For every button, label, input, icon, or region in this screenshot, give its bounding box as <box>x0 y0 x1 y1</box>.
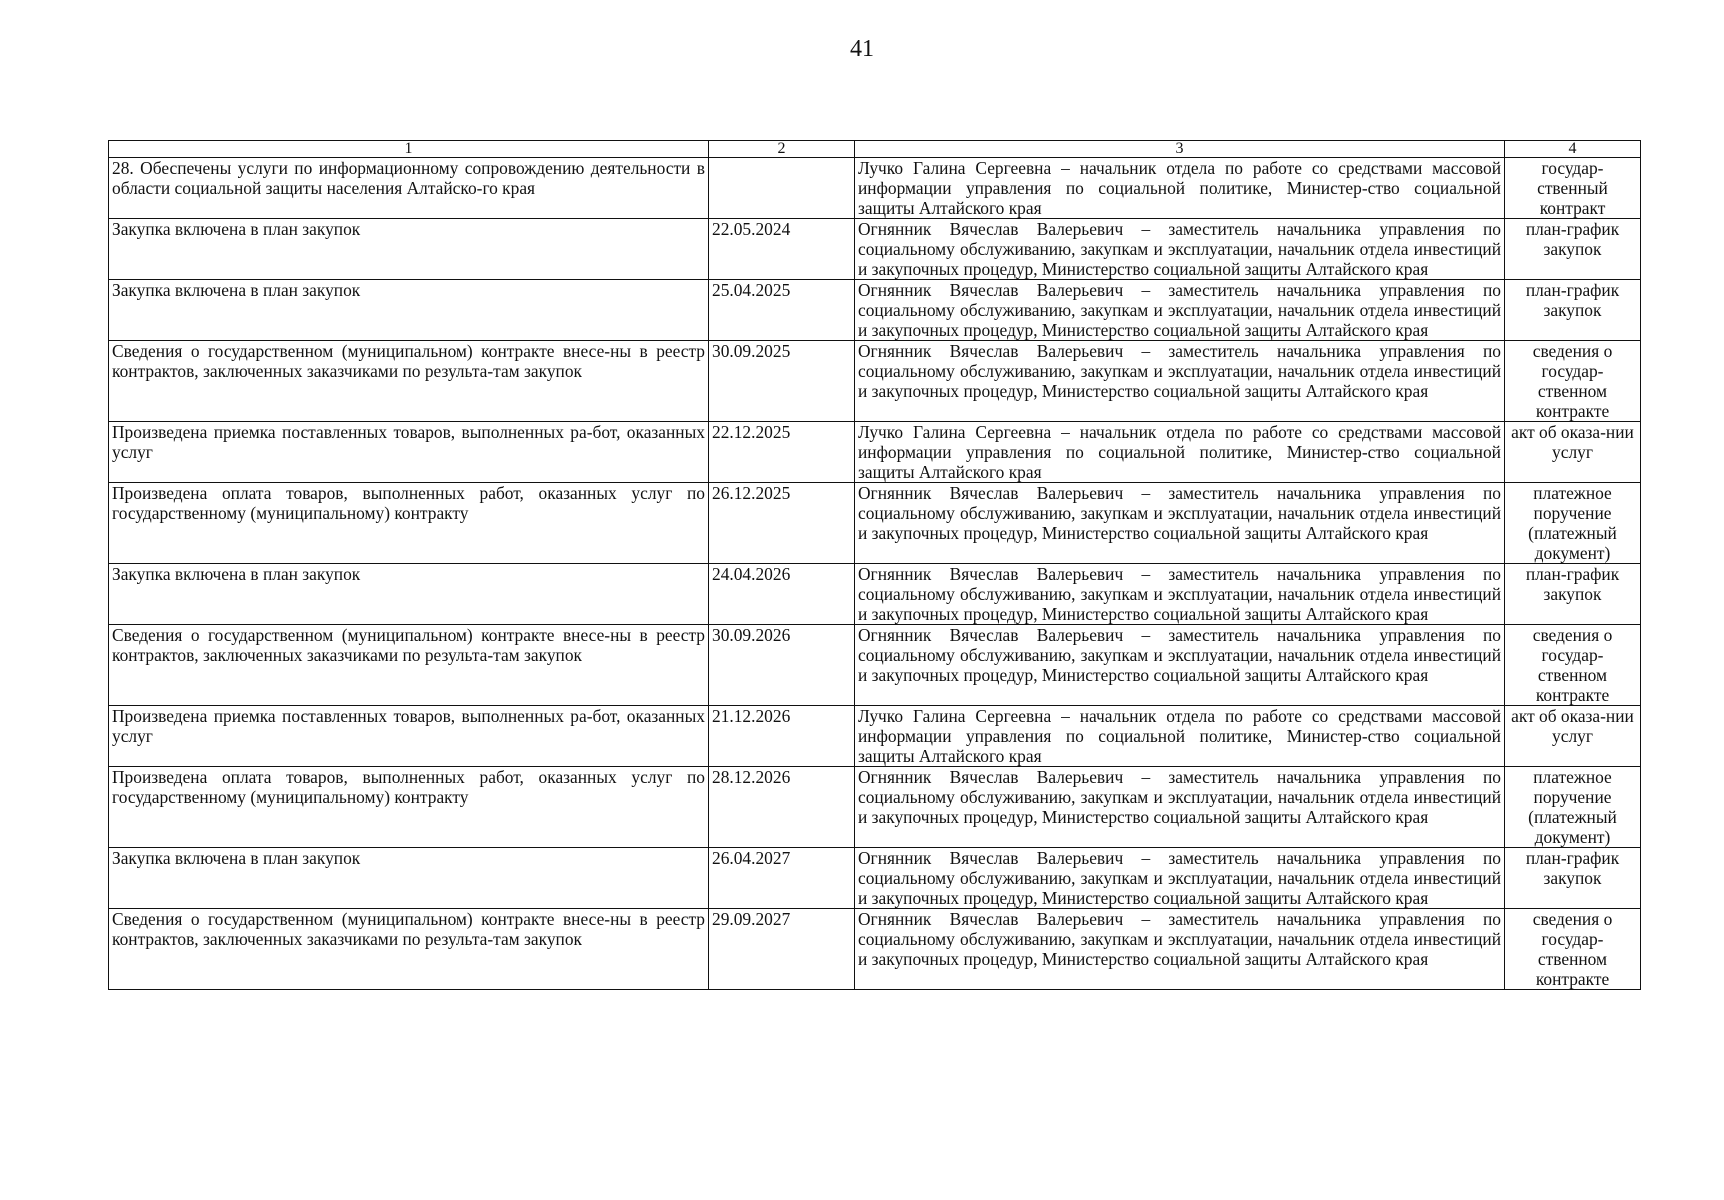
table-row <box>109 341 1641 422</box>
task-description-cell: Произведена приемка поставленных товаров, выполненных ра-бот, оказанных услуг <box>109 422 709 483</box>
task-description-cell: Сведения о государственном (муниципальном) контракте внесе-ны в реестр контрактов, заключенных заказчиками по результа-там закупок <box>109 909 709 990</box>
task-description-cell: Закупка включена в план закупок <box>109 219 709 280</box>
date-cell: 24.04.2026 <box>709 564 855 625</box>
table-row <box>109 483 1641 564</box>
column-header: 2 <box>709 141 855 158</box>
date-cell: 28.12.2026 <box>709 767 855 848</box>
responsible-person-cell: Огнянник Вячеслав Валерьевич – заместитель начальника управления по социальному обслуживанию, закупкам и эксплуатации, начальник отдела инвестиций и закупочных процедур, Министерство социальной защиты Алтайского края <box>855 625 1505 706</box>
document-type-cell: государ-ственный контракт <box>1505 158 1641 219</box>
responsible-person-cell: Огнянник Вячеслав Валерьевич – заместитель начальника управления по социальному обслуживанию, закупкам и эксплуатации, начальник отдела инвестиций и закупочных процедур, Министерство социальной защиты Алтайского края <box>855 767 1505 848</box>
table-body <box>109 141 1641 990</box>
table-row <box>109 625 1641 706</box>
date-cell: 21.12.2026 <box>709 706 855 767</box>
table-row <box>109 280 1641 341</box>
table-row <box>109 422 1641 483</box>
document-table <box>108 140 1641 990</box>
responsible-person-cell: Огнянник Вячеслав Валерьевич – заместитель начальника управления по социальному обслуживанию, закупкам и эксплуатации, начальник отдела инвестиций и закупочных процедур, Министерство социальной защиты Алтайского края <box>855 564 1505 625</box>
document-type-cell: план-график закупок <box>1505 219 1641 280</box>
responsible-person-cell: Лучко Галина Сергеевна – начальник отдела по работе со средствами массовой информации управления по социальной политике, Министер-ство социальной защиты Алтайского края <box>855 422 1505 483</box>
column-header: 3 <box>855 141 1505 158</box>
task-description-cell: Закупка включена в план закупок <box>109 564 709 625</box>
responsible-person-cell: Лучко Галина Сергеевна – начальник отдела по работе со средствами массовой информации управления по социальной политике, Министер-ство социальной защиты Алтайского края <box>855 158 1505 219</box>
document-type-cell: сведения о государ-ственном контракте <box>1505 625 1641 706</box>
table-row <box>109 706 1641 767</box>
task-description-cell: Произведена приемка поставленных товаров, выполненных ра-бот, оказанных услуг <box>109 706 709 767</box>
table-row <box>109 909 1641 990</box>
task-description-cell: Сведения о государственном (муниципальном) контракте внесе-ны в реестр контрактов, заключенных заказчиками по результа-там закупок <box>109 625 709 706</box>
document-type-cell: сведения о государ-ственном контракте <box>1505 341 1641 422</box>
document-type-cell: платежное поручение (платежный документ) <box>1505 767 1641 848</box>
document-type-cell: акт об оказа-нии услуг <box>1505 422 1641 483</box>
column-header: 4 <box>1505 141 1641 158</box>
document-type-cell: план-график закупок <box>1505 280 1641 341</box>
task-description-cell: Произведена оплата товаров, выполненных работ, оказанных услуг по государственному (муниципальному) контракту <box>109 483 709 564</box>
document-type-cell: платежное поручение (платежный документ) <box>1505 483 1641 564</box>
column-header: 1 <box>109 141 709 158</box>
date-cell: 22.12.2025 <box>709 422 855 483</box>
table-row <box>109 158 1641 219</box>
task-description-cell: 28. Обеспечены услуги по информационному сопровождению деятельности в области социальной защиты населения Алтайско-го края <box>109 158 709 219</box>
document-type-cell: план-график закупок <box>1505 848 1641 909</box>
responsible-person-cell: Огнянник Вячеслав Валерьевич – заместитель начальника управления по социальному обслуживанию, закупкам и эксплуатации, начальник отдела инвестиций и закупочных процедур, Министерство социальной защиты Алтайского края <box>855 483 1505 564</box>
responsible-person-cell: Огнянник Вячеслав Валерьевич – заместитель начальника управления по социальному обслуживанию, закупкам и эксплуатации, начальник отдела инвестиций и закупочных процедур, Министерство социальной защиты Алтайского края <box>855 848 1505 909</box>
table-row <box>109 564 1641 625</box>
date-cell: 26.04.2027 <box>709 848 855 909</box>
document-type-cell: акт об оказа-нии услуг <box>1505 706 1641 767</box>
date-cell <box>709 158 855 219</box>
responsible-person-cell: Огнянник Вячеслав Валерьевич – заместитель начальника управления по социальному обслуживанию, закупкам и эксплуатации, начальник отдела инвестиций и закупочных процедур, Министерство социальной защиты Алтайского края <box>855 341 1505 422</box>
task-description-cell: Закупка включена в план закупок <box>109 848 709 909</box>
table-row <box>109 219 1641 280</box>
date-cell: 29.09.2027 <box>709 909 855 990</box>
table-row <box>109 767 1641 848</box>
task-description-cell: Произведена оплата товаров, выполненных работ, оказанных услуг по государственному (муниципальному) контракту <box>109 767 709 848</box>
table-header-row <box>109 141 1641 158</box>
document-type-cell: сведения о государ-ственном контракте <box>1505 909 1641 990</box>
date-cell: 30.09.2026 <box>709 625 855 706</box>
responsible-person-cell: Огнянник Вячеслав Валерьевич – заместитель начальника управления по социальному обслуживанию, закупкам и эксплуатации, начальник отдела инвестиций и закупочных процедур, Министерство социальной защиты Алтайского края <box>855 219 1505 280</box>
date-cell: 30.09.2025 <box>709 341 855 422</box>
date-cell: 25.04.2025 <box>709 280 855 341</box>
responsible-person-cell: Лучко Галина Сергеевна – начальник отдела по работе со средствами массовой информации управления по социальной политике, Министер-ство социальной защиты Алтайского края <box>855 706 1505 767</box>
responsible-person-cell: Огнянник Вячеслав Валерьевич – заместитель начальника управления по социальному обслуживанию, закупкам и эксплуатации, начальник отдела инвестиций и закупочных процедур, Министерство социальной защиты Алтайского края <box>855 280 1505 341</box>
page-number: 41 <box>850 36 874 62</box>
responsible-person-cell: Огнянник Вячеслав Валерьевич – заместитель начальника управления по социальному обслуживанию, закупкам и эксплуатации, начальник отдела инвестиций и закупочных процедур, Министерство социальной защиты Алтайского края <box>855 909 1505 990</box>
date-cell: 26.12.2025 <box>709 483 855 564</box>
date-cell: 22.05.2024 <box>709 219 855 280</box>
task-description-cell: Закупка включена в план закупок <box>109 280 709 341</box>
document-type-cell: план-график закупок <box>1505 564 1641 625</box>
table-row <box>109 848 1641 909</box>
task-description-cell: Сведения о государственном (муниципальном) контракте внесе-ны в реестр контрактов, заключенных заказчиками по результа-там закупок <box>109 341 709 422</box>
